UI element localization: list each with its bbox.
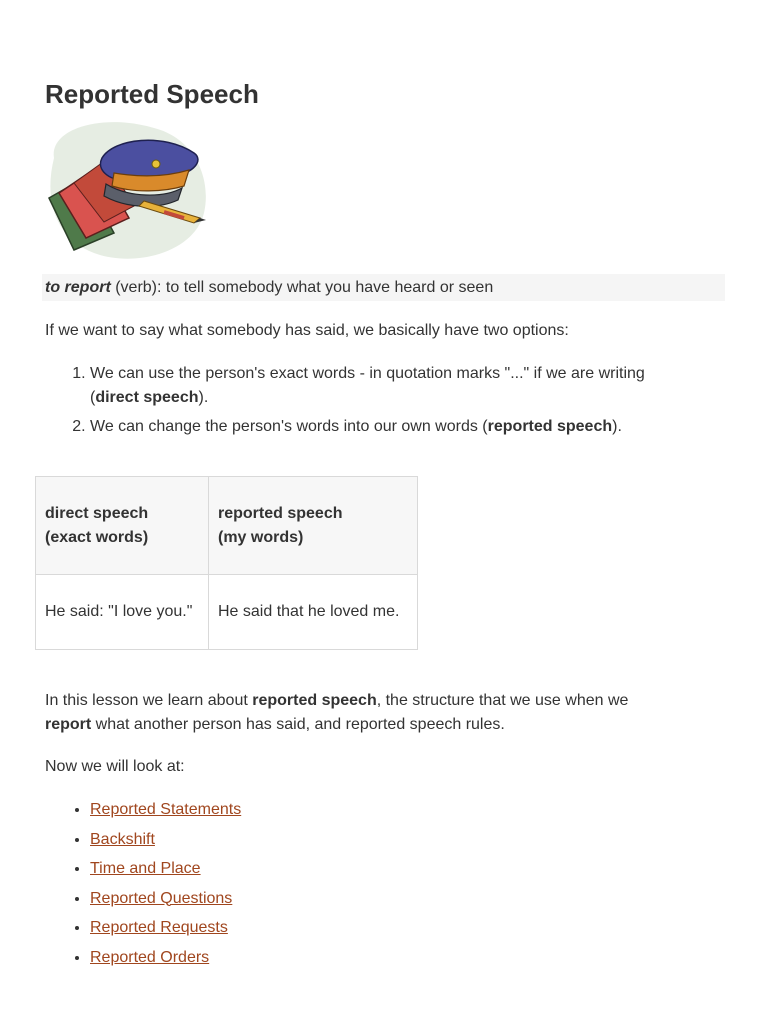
lesson-part: In this lesson we learn about	[45, 692, 253, 709]
header-line: direct speech	[45, 504, 149, 522]
now-look-text: Now we will look at:	[45, 758, 185, 775]
option-text: We can change the person's words into our own words (	[90, 418, 488, 435]
option-text: ).	[198, 389, 209, 406]
topic-link-reported-orders[interactable]: Reported Orders	[90, 948, 210, 966]
options-list	[45, 362, 695, 444]
topic-link-reported-requests[interactable]: Reported Requests	[90, 919, 228, 936]
header-line: (exact words)	[45, 528, 149, 546]
lesson-bold: report	[45, 716, 92, 733]
topic-link-time-and-place[interactable]: Time and Place	[90, 860, 201, 877]
table-header-cell	[209, 477, 418, 575]
definition-text: (verb): to tell somebody what you have heard or seen	[110, 279, 494, 296]
intro-text: If we want to say what somebody has said, we basically have two options:	[45, 322, 569, 339]
header-line: (my words)	[218, 528, 304, 546]
list-item	[90, 884, 241, 914]
definition-term: to report	[45, 279, 111, 296]
option-text: ).	[612, 418, 622, 435]
option-item	[90, 415, 695, 439]
lesson-part: what another person has said, and reported speech rules.	[91, 716, 505, 733]
header-line: reported speech	[218, 504, 343, 522]
option-bold: direct speech	[95, 389, 199, 406]
list-item	[90, 825, 241, 855]
list-item	[90, 943, 241, 973]
definition-box	[42, 274, 725, 301]
hat-books-pen-illustration	[44, 118, 208, 262]
table-cell: He said that he loved me.	[209, 575, 418, 650]
option-bold: reported speech	[487, 418, 613, 435]
lesson-part: , the structure that we use when we	[376, 692, 629, 709]
topic-link-backshift[interactable]: Backshift	[90, 830, 155, 848]
list-item	[90, 854, 241, 884]
table-row	[36, 575, 418, 650]
comparison-table	[35, 476, 418, 650]
option-item	[90, 362, 695, 410]
lesson-bold: reported speech	[252, 692, 377, 709]
topic-link-reported-statements[interactable]: Reported Statements	[90, 801, 242, 818]
option-text: We can use the person's exact words - in quotation marks "..." if we are writing (	[90, 365, 645, 406]
table-cell: He said: "I love you."	[36, 575, 209, 650]
list-item	[90, 795, 241, 825]
table-header-cell	[36, 477, 209, 575]
table-header-row	[36, 477, 418, 575]
topic-link-reported-questions[interactable]: Reported Questions	[90, 889, 233, 907]
list-item	[90, 913, 241, 943]
lesson-text	[45, 689, 645, 737]
page-title: Reported Speech	[45, 79, 259, 109]
topics-list	[45, 795, 241, 972]
